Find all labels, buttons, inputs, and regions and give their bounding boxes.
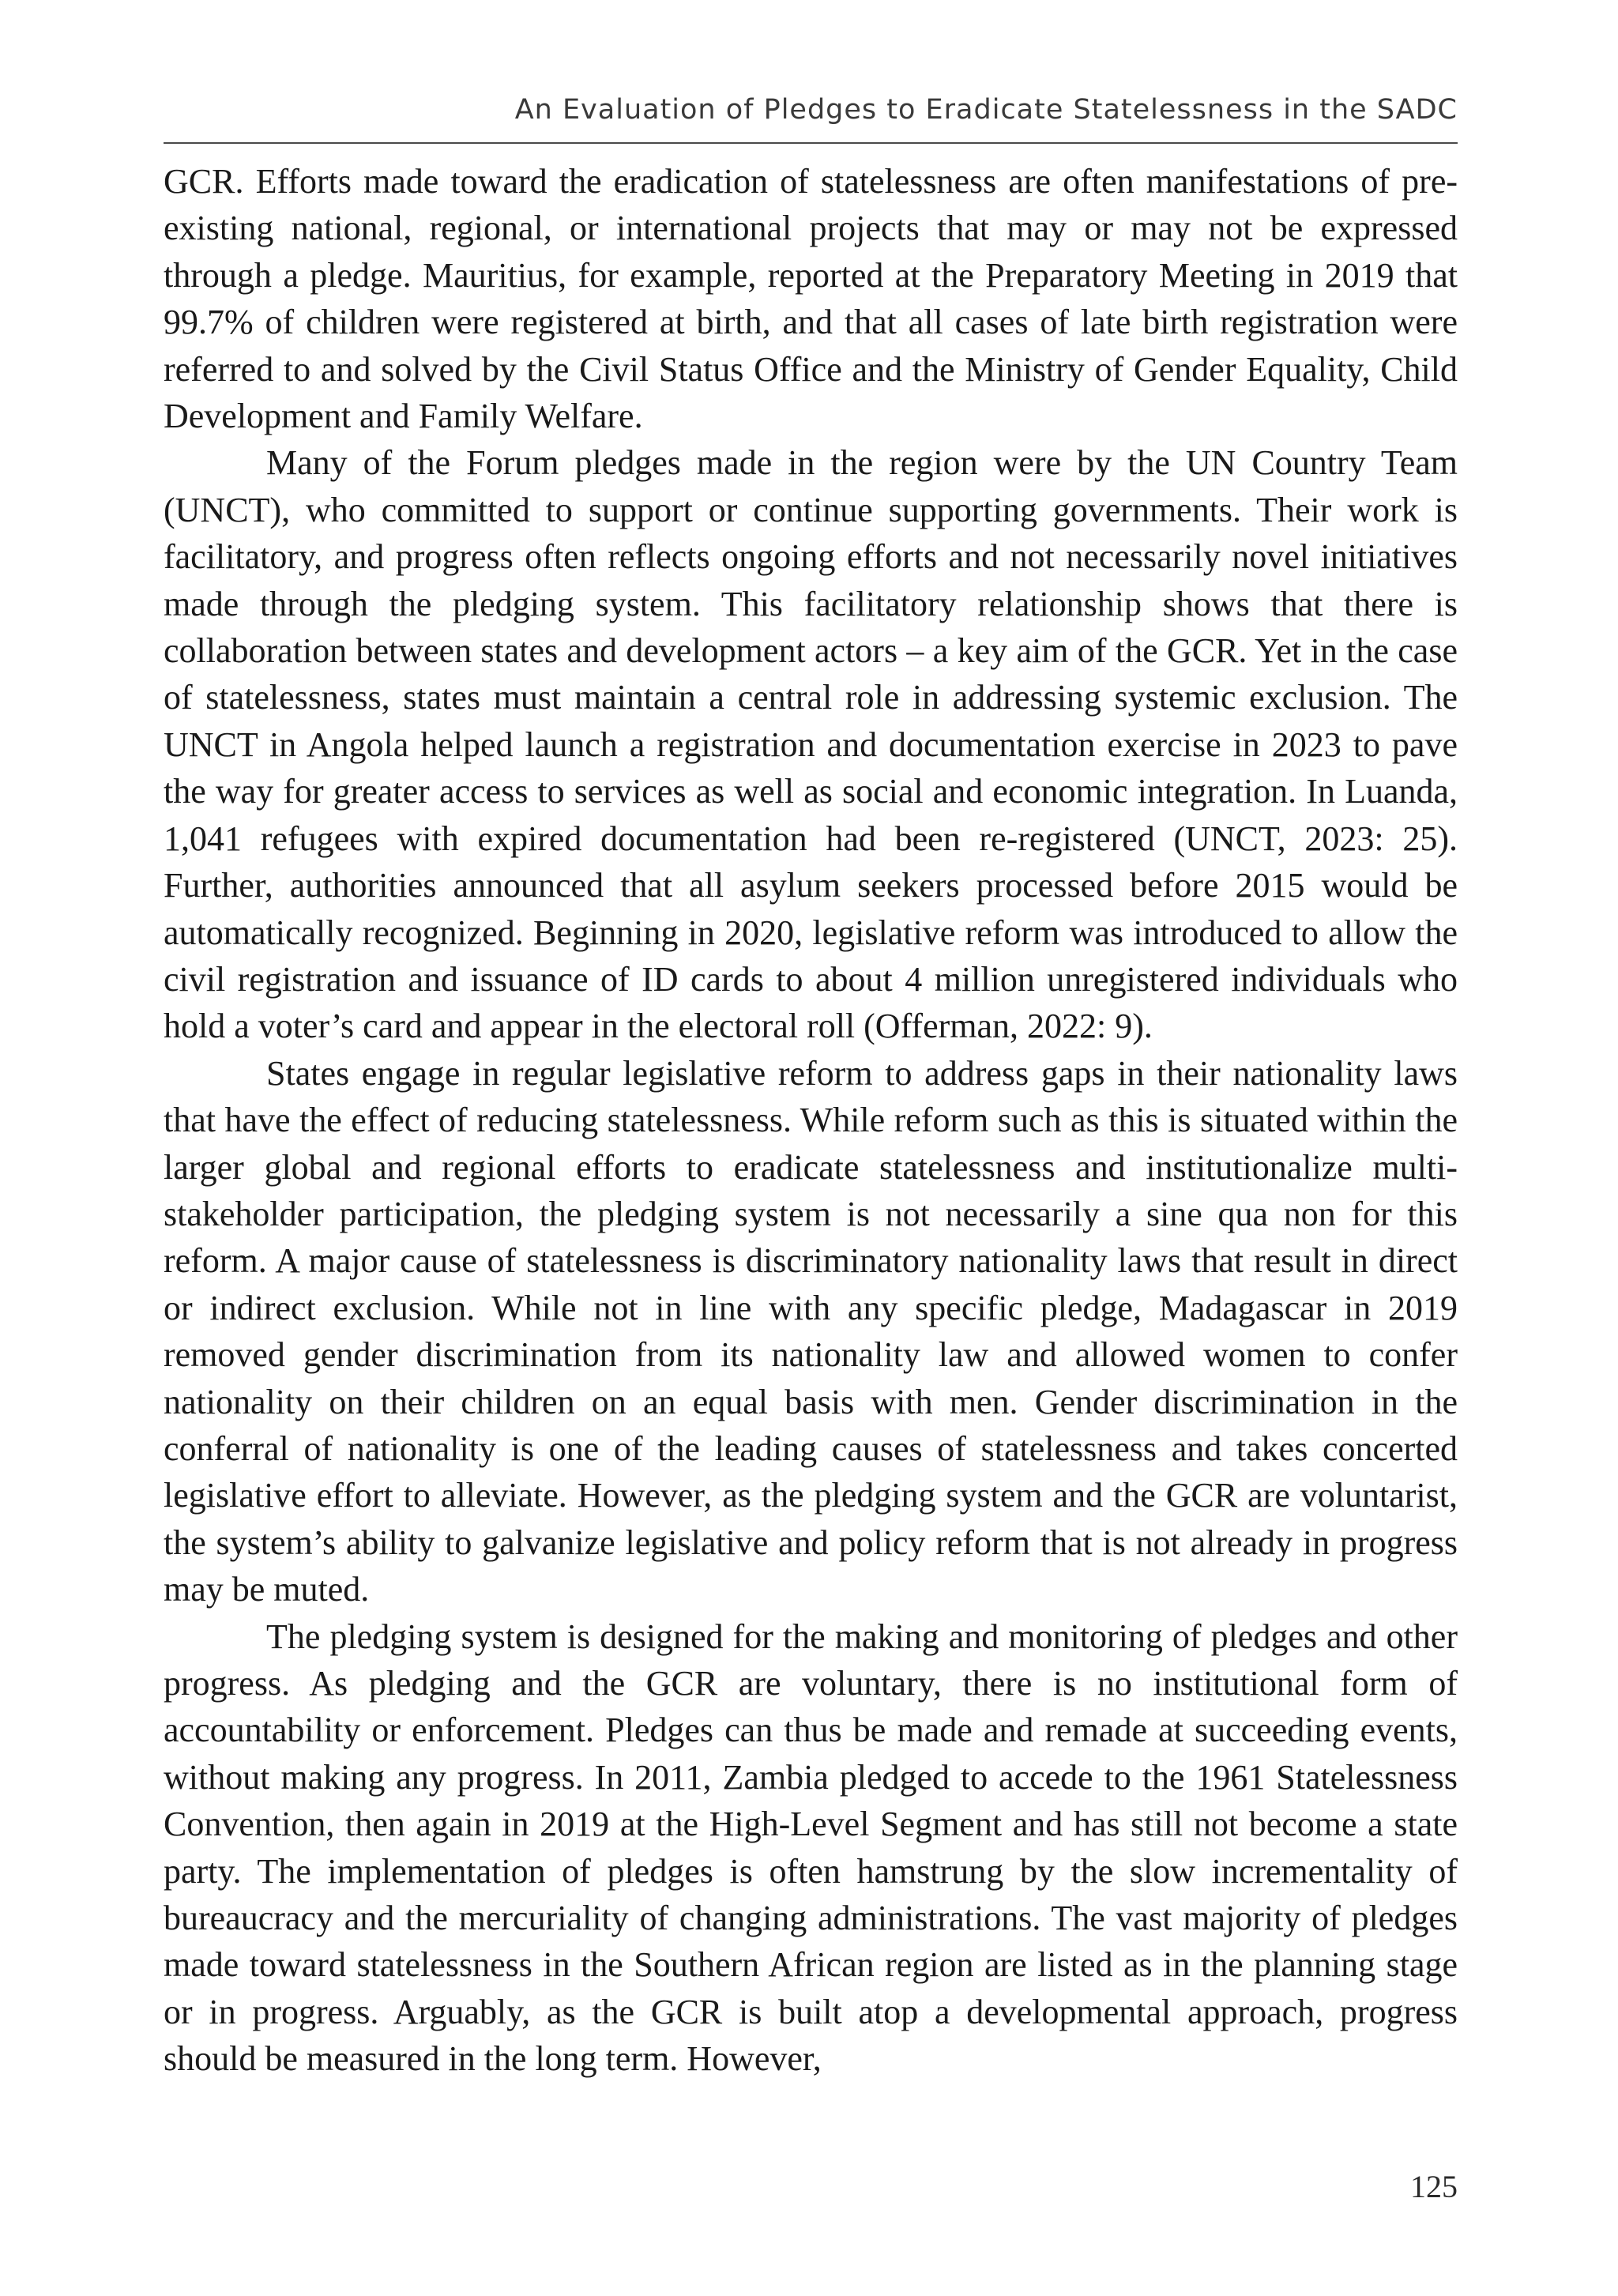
page-number: 125 (1410, 2169, 1458, 2204)
paragraph-continuation: GCR. Efforts made toward the eradication of statelessness are often manifestations of pre-existing national, regional, or international projects that may or may not be expressed through a pledge. Mauritius, for example, reported at the Preparatory Meeting in 2019 that 99.7% of children were registered at birth, and that all cases of late birth registration were referred to and solved by the Civil Status Office and the Ministry of Gender Equality, Child Development and Family Welfare. (164, 162, 1458, 436)
paragraph-legislative-reform: States engage in regular legislative reform to address gaps in their nationality laws that have the effect of reducing statelessness. While reform such as this is situated within the larger global and regional efforts to eradicate statelessness and institutionalize multi-stakeholder participation, the pledging system is not necessarily a sine qua non for this reform. A major cause of statelessness is discriminatory nationality laws that result in direct or indirect exclusion. While not in line with any specific pledge, Madagascar in 2019 removed gender discrimination from its nationality law and allowed women to confer nationality on their children on an equal basis with men. Gender discrimination in the conferral of nationality is one of the leading causes of statelessness and takes concerted legislative effort to alleviate. However, as the pledging system and the GCR are voluntarist, the system’s ability to galvanize legislative and policy reform that is not already in progress may be muted. (164, 1053, 1458, 1609)
paragraph-unct-pledges: Many of the Forum pledges made in the region were by the UN Country Team (UNCT), who committed to support or continue supporting governments. Their work is facilitatory, and progress often reflects ongoing efforts and not necessarily novel initiatives made through the pledging system. This facilitatory relationship shows that there is collaboration between states and development actors – a key aim of the GCR. Yet in the case of statelessness, states must maintain a central role in addressing systemic exclusion. The UNCT in Angola helped launch a registration and documentation exercise in 2023 to pave the way for greater access to services as well as social and economic integration. In Luanda, 1,041 refugees with expired documentation had been re-registered (UNCT, 2023: 25). Further, authorities announced that all asylum seekers processed before 2015 would be automatically recognized. Beginning in 2020, legislative reform was introduced to allow the civil registration and issuance of ID cards to about 4 million unregistered individuals who hold a voter’s card and appear in the electoral roll (Offerman, 2022: 9). (164, 443, 1458, 1046)
paragraph-pledging-system: The pledging system is designed for the making and monitoring of pledges and other progress. As pledging and the GCR are voluntary, there is no institutional form of accountability or enforcement. Pledges can thus be made and remade at succeeding events, without making any progress. In 2011, Zambia pledged to accede to the 1961 Statelessness Convention, then again in 2019 at the High-Level Segment and has still not become a state party. The implementation of pledges is often hamstrung by the slow incrementality of bureaucracy and the mercuriality of changing administrations. The vast majority of pledges made toward statelessness in the Southern African region are listed as in the planning stage or in progress. Arguably, as the GCR is built atop a developmental approach, progress should be measured in the long term. However, (164, 1617, 1458, 2079)
header-rule (164, 142, 1458, 144)
running-header: An Evaluation of Pledges to Eradicate Statelessness in the SADC (514, 94, 1458, 126)
body-text (164, 158, 1458, 2083)
